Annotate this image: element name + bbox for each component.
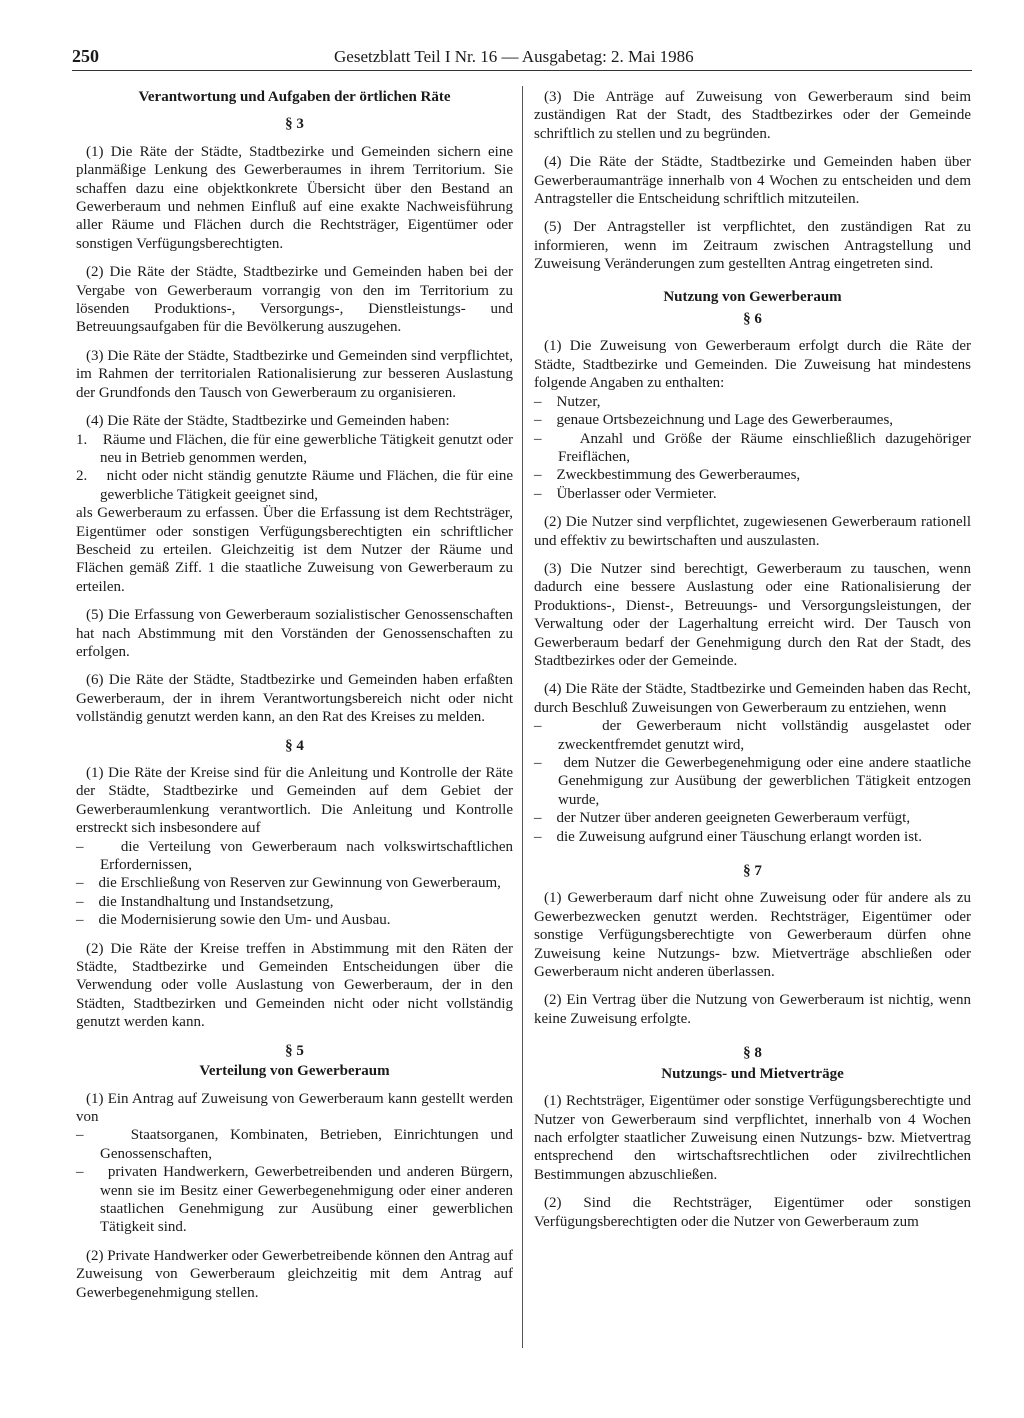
paragraph-6-4-lead: (4) Die Räte der Städte, Stadtbezirke und Gemeinden haben das Recht, durch Beschluß Zuweisungen von Gewerberaum zu entziehen, wenn: [534, 681, 971, 716]
paragraph-sign-7: § 7: [743, 863, 762, 880]
section-heading-usage: Nutzung von Gewerberaum: [663, 288, 842, 305]
item-text: privaten Handwerkern, Gewerbetreibenden und anderen Bürgern, wenn sie im Besitz einer Gewerbegenehmigung oder einer anderen staatlichen Genehmigung zur Ausübung einer gewerblichen Tätigkeit sind.: [100, 1164, 514, 1236]
paragraph-5-1: [76, 1090, 513, 1237]
paragraph-6-3: (3) Die Nutzer sind berechtigt, Gewerberaum zu tauschen, wenn dadurch eine bessere Auslastung oder eine Rationalisierung der Produktions-, Dienst-, Betreuungs- und Versorgungsleistungen, der Verwaltung oder der Lagerhaltung erreicht wird. Der Tausch von Gewerberaum bedarf der Genehmigung durch den Rat der Stadt, des Stadtbezirkes oder der Gemeinde.: [534, 560, 971, 669]
dash-item: – dem Nutzer die Gewerbegenehmigung oder eine andere staatliche Genehmigung zur Ausübung der gewerblichen Tätigkeit entzogen wurde,: [534, 755, 971, 808]
item-text: die Erschließung von Reserven zur Gewinnung von Gewerberaum,: [98, 875, 501, 892]
numbered-item: [76, 431, 513, 468]
dash-item: – Nutzer,: [534, 393, 601, 410]
paragraph-5-1-lead: (1) Ein Antrag auf Zuweisung von Gewerberaum kann gestellt werden von: [76, 1090, 513, 1125]
column-divider: [522, 86, 523, 1348]
section-heading-contracts: Nutzungs- und Mietverträge: [661, 1065, 844, 1082]
dash-item: – die Zuweisung aufgrund einer Täuschung erlangt worden ist.: [534, 828, 922, 845]
page-header: [72, 46, 972, 72]
dash-item: – genaue Ortsbezeichnung und Lage des Gewerberaumes,: [534, 412, 894, 429]
dash-item: – der Nutzer über anderen geeigneten Gewerberaum verfügt,: [534, 810, 911, 827]
dash-item: – die Erschließung von Reserven zur Gewinnung von Gewerberaum,: [76, 875, 501, 892]
paragraph-sign-4: § 4: [285, 737, 304, 754]
section-heading-distribution: Verteilung von Gewerberaum: [199, 1063, 390, 1080]
paragraph-5-3: (3) Die Anträge auf Zuweisung von Gewerberaum sind beim zuständigen Rat der Stadt, des Stadtbezirkes oder der Gemeinde schriftlich zu stellen und zu begründen.: [534, 89, 971, 142]
item-text: Anzahl und Größe der Räume einschließlich dazugehöriger Freiflächen,: [558, 430, 971, 465]
item-text: Zweckbestimmung des Gewerberaumes,: [556, 467, 801, 484]
item-text: der Gewerberaum nicht vollständig ausgelastet oder zweckentfremdet genutzt wird,: [558, 718, 971, 753]
paragraph-7-1: (1) Gewerberaum darf nicht ohne Zuweisung oder für andere als zu Gewerbezwecken genutzt werden. Rechtsträger, Eigentümer oder sonstige Verfügungsberechtigte von Gewerberaum dürfen ohne Zuweisung keine Nutzungs- bzw. Mietverträge abschließen oder Gewerberaum nicht anderen überlassen.: [534, 890, 971, 981]
paragraph-4-2: (2) Die Räte der Kreise treffen in Abstimmung mit den Räten der Städte, Stadtbezirke und Gemeinden Entscheidungen über die Verwendung oder volle Auslastung von Gewerberaum, der in den Städten, Stadtbezirken und Gemeinden nicht oder nicht vollständig genutzt werden kann.: [76, 940, 513, 1031]
item-marker: 1.: [76, 431, 88, 448]
left-column: [76, 88, 513, 1312]
paragraph-3-3: (3) Die Räte der Städte, Stadtbezirke und Gemeinden sind verpflichtet, im Rahmen der territorialen Rationalisierung zur besseren Auslastung der Grundfonds den Tausch von Gewerberaum zu organisieren.: [76, 347, 513, 401]
paragraph-6-2: (2) Die Nutzer sind verpflichtet, zugewiesenen Gewerberaum rationell und effektiv zu bewirtschaften und auszulasten.: [534, 514, 971, 549]
paragraph-3-4-lead: (4) Die Räte der Städte, Stadtbezirke und Gemeinden haben:: [86, 413, 450, 430]
item-text: die Instandhaltung und Instandsetzung,: [98, 893, 334, 910]
page-number: 250: [72, 46, 99, 66]
item-text: Staatsorganen, Kombinaten, Betrieben, Einrichtungen und Genossenschaften,: [100, 1127, 513, 1162]
paragraph-3-2: (2) Die Räte der Städte, Stadtbezirke und Gemeinden haben bei der Vergabe von Gewerberaum vorrangig von den im Territorium zu lösenden Produktions-, Versorgungs-, Dienstleistungs- und Betreuungsaufgaben für die Bevölkerung auszugehen.: [76, 264, 513, 336]
item-marker: 2.: [76, 468, 88, 485]
numbered-item: [76, 467, 513, 504]
paragraph-sign-5: § 5: [285, 1042, 304, 1059]
paragraph-7-2: (2) Ein Vertrag über die Nutzung von Gewerberaum ist nichtig, wenn keine Zuweisung erfolgte.: [534, 992, 971, 1027]
dash-item: – Zweckbestimmung des Gewerberaumes,: [534, 467, 801, 484]
dash-item: – der Gewerberaum nicht vollständig ausgelastet oder zweckentfremdet genutzt wird,: [534, 718, 971, 753]
item-text: Nutzer,: [556, 393, 601, 410]
paragraph-5-4: (4) Die Räte der Städte, Stadtbezirke und Gemeinden haben über Gewerberaumanträge innerhalb von 4 Wochen zu entscheiden und dem Antragsteller die Entscheidung schriftlich mitzuteilen.: [534, 154, 971, 208]
paragraph-sign-8: § 8: [743, 1045, 762, 1062]
paragraph-sign-3: § 3: [285, 116, 304, 133]
item-text: die Modernisierung sowie den Um- und Ausbau.: [98, 912, 391, 929]
paragraph-4-1-lead: (1) Die Räte der Kreise sind für die Anleitung und Kontrolle der Räte der Städte, Stadtbezirke und Gemeinden auf dem Gebiet der Gewerberaumlenkung verantwortlich. Die Anleitung und Kontrolle erstreckt sich insbesondere auf: [76, 765, 513, 837]
dash-item: – die Instandhaltung und Instandsetzung,: [76, 893, 334, 910]
paragraph-8-1: (1) Rechtsträger, Eigentümer oder sonstige Verfügungsberechtigte und Nutzer von Gewerberaum sind verpflichtet, innerhalb von 4 Wochen nach erfolgter staatlicher Zuweisung einen Nutzungs- bzw. Mietvertrag entsprechend den wirtschaftsrechtlichen oder zivilrechtlichen Bestimmungen abzuschließen.: [534, 1093, 971, 1183]
paragraph-3-6: (6) Die Räte der Städte, Stadtbezirke und Gemeinden haben erfaßten Gewerberaum, der in ihrem Verantwortungsbereich nicht oder nicht vollständig genutzt werden kann, an den Rat des Kreises zu melden.: [76, 672, 513, 726]
paragraph-3-4-tail: als Gewerberaum zu erfassen. Über die Erfassung ist dem Rechtsträger, Eigentümer oder sonstigen Verfügungsberechtigten ein schriftlicher Bescheid zu erteilen. Gleichzeitig ist dem Nutzer der Räume und Flächen gemäß Ziff. 1 die staatliche Zuweisung von Gewerberaum zu erteilen.: [76, 505, 513, 595]
header-rule: [72, 70, 972, 71]
paragraph-6-1: [534, 337, 971, 503]
right-column: [534, 88, 971, 1241]
section-heading-responsibility: Verantwortung und Aufgaben der örtlichen Räte: [138, 89, 451, 105]
item-text: genaue Ortsbezeichnung und Lage des Gewerberaumes,: [556, 412, 894, 429]
paragraph-6-1-lead: (1) Die Zuweisung von Gewerberaum erfolgt durch die Räte der Städte, Stadtbezirke und Gemeinden. Die Zuweisung hat mindestens folgende Angaben zu enthalten:: [534, 338, 971, 392]
paragraph-8-2: (2) Sind die Rechtsträger, Eigentümer oder sonstigen Verfügungsberechtigten oder die Nutzer von Gewerberaum zum: [534, 1195, 971, 1230]
dash-item: – die Modernisierung sowie den Um- und Ausbau.: [76, 912, 391, 929]
paragraph-3-5: (5) Die Erfassung von Gewerberaum sozialistischer Genossenschaften hat nach Abstimmung mit den Vorständen der Genossenschaften zu erfolgen.: [76, 607, 513, 660]
dash-item: – Überlasser oder Vermieter.: [534, 485, 717, 502]
paragraph-5-5: (5) Der Antragsteller ist verpflichtet, den zuständigen Rat zu informieren, wenn im Zeitraum zwischen Antragstellung und Zuweisung Veränderungen zum gestellten Antrag eingetreten sind.: [534, 219, 971, 273]
paragraph-5-2: (2) Private Handwerker oder Gewerbetreibende können den Antrag auf Zuweisung von Gewerberaum gleichzeitig mit dem Antrag auf Gewerbegenehmigung stellen.: [76, 1247, 513, 1301]
item-text: Überlasser oder Vermieter.: [556, 485, 717, 502]
paragraph-3-4: [76, 412, 513, 596]
dash-item: – Staatsorganen, Kombinaten, Betrieben, Einrichtungen und Genossenschaften,: [76, 1127, 513, 1162]
item-text: dem Nutzer die Gewerbegenehmigung oder eine andere staatliche Genehmigung zur Ausübung der gewerblichen Tätigkeit entzogen wurde,: [558, 755, 971, 808]
running-title: Gesetzblatt Teil I Nr. 16 — Ausgabetag: 2. Mai 1986: [334, 47, 694, 66]
item-text: der Nutzer über anderen geeigneten Gewerberaum verfügt,: [556, 810, 911, 827]
dash-item: – die Verteilung von Gewerberaum nach volkswirtschaftlichen Erfordernissen,: [76, 838, 513, 874]
paragraph-3-1: (1) Die Räte der Städte, Stadtbezirke und Gemeinden sichern eine planmäßige Lenkung des Gewerberaumes in ihrem Territorium. Sie schaffen dazu eine objektkonkrete Übersicht über den Bestand an Gewerberaum und nehmen Einfluß auf eine exakte Nachweisführung aller Räume und Flächen durch die Rechtsträger, Eigentümer oder sonstigen Verfügungsberechtigten.: [76, 143, 513, 252]
item-text: die Verteilung von Gewerberaum nach volkswirtschaftlichen Erfordernissen,: [100, 838, 513, 874]
item-text: nicht oder nicht ständig genutzte Räume und Flächen, die für eine gewerbliche Tätigkeit geeignet sind,: [100, 468, 514, 503]
paragraph-4-1: [76, 764, 513, 930]
dash-item: – Anzahl und Größe der Räume einschließlich dazugehöriger Freiflächen,: [534, 430, 971, 465]
paragraph-sign-6: § 6: [743, 311, 762, 328]
paragraph-6-4: [534, 680, 971, 846]
dash-item: – privaten Handwerkern, Gewerbetreibenden und anderen Bürgern, wenn sie im Besitz einer Gewerbegenehmigung oder einer anderen staatlichen Genehmigung zur Ausübung einer gewerblichen Tätigkeit sind.: [76, 1164, 514, 1236]
item-text: Räume und Flächen, die für eine gewerbliche Tätigkeit genutzt oder neu in Betrieb genommen werden,: [100, 431, 514, 466]
item-text: die Zuweisung aufgrund einer Täuschung erlangt worden ist.: [556, 828, 922, 845]
